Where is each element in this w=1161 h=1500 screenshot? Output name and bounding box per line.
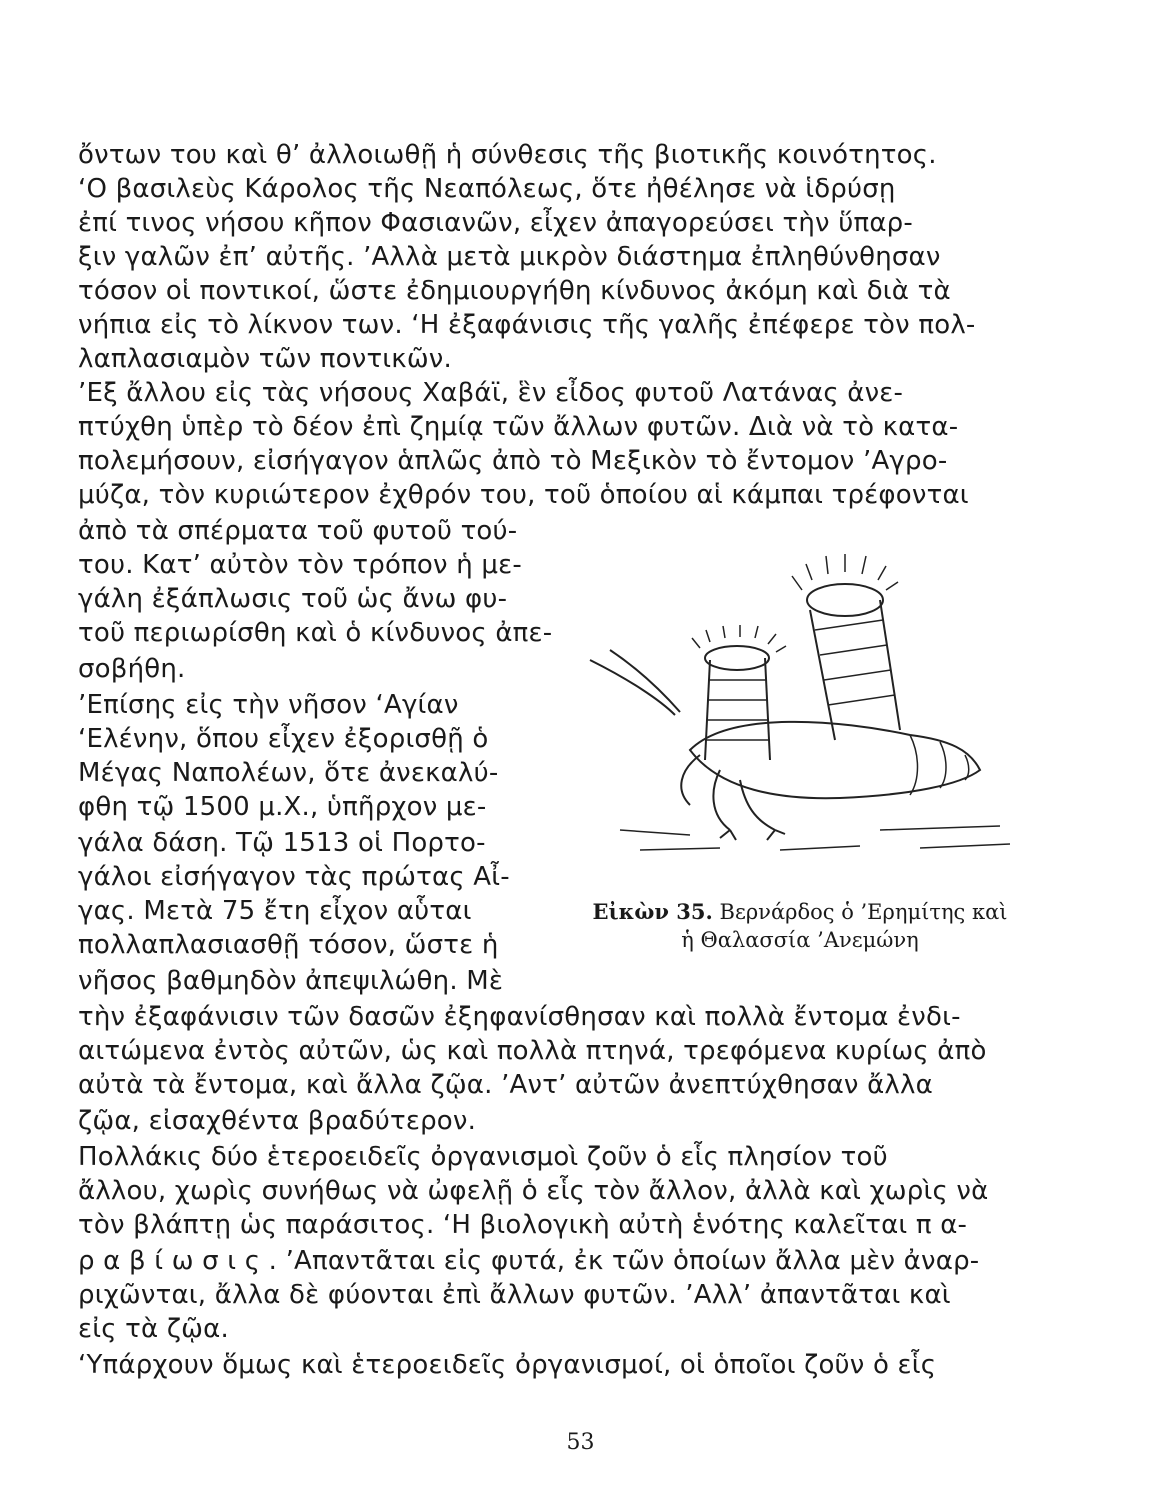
text-line: νῆσος βαθμηδὸν ἀπεψιλώθη. Μὲ [78,966,504,996]
text-line: ’Επίσης εἰς τὴν νῆσον ‘Αγίαν [78,690,459,720]
text-line: ‘Ελένην, ὅπου εἶχεν ἐξορισθῇ ὁ [78,724,489,754]
text-line: τοῦ περιωρίσθη καὶ ὁ κίνδυνος ἀπε- [78,618,553,648]
text-line: τὴν ἐξαφάνισιν τῶν δασῶν ἐξηφανίσθησαν καὶ πολλὰ ἔντομα ἐνδι- [78,1002,961,1032]
text-line: ὄντων του καὶ θ’ ἀλλοιωθῇ ἡ σύνθεσις τῆς βιοτικῆς κοινότητος. [78,140,937,170]
hermit-crab-anemone-illustration [580,530,1020,880]
text-line: ‘Υπάρχουν ὅμως καὶ ἑτεροειδεῖς ὀργανισμοί, οἱ ὁποῖοι ζοῦν ὁ εἷς [78,1350,937,1380]
page-number: 53 [566,1430,595,1455]
text-line: τόσον οἱ ποντικοί, ὥστε ἐδημιουργήθη κίνδυνος ἀκόμη καὶ διὰ τὰ [78,276,951,306]
text-line: ρ α β ί ω σ ι ς . ’Απαντᾶται εἰς φυτά, ἐκ τῶν ὁποίων ἄλλα μὲν ἀναρ- [78,1246,980,1276]
caption-line-1: Βερνάρδος ὁ ’Ερημίτης καὶ [719,900,1008,924]
text-line: φθη τῷ 1500 μ.Χ., ὑπῆρχον με- [78,792,487,822]
text-line: γάλοι εἰσήγαγον τὰς πρώτας Αἶ- [78,862,510,892]
figure-label: Εἰκὼν 35. [592,899,713,924]
text-line: ‘Ο βασιλεὺς Κάρολος τῆς Νεαπόλεως, ὅτε ἠθέλησε νὰ ἱδρύσῃ [78,174,896,204]
text-line: γάλα δάση. Τῷ 1513 οἱ Πορτο- [78,828,486,858]
text-line: νήπια εἰς τὸ λίκνον των. ‘Η ἐξαφάνισις τῆς γαλῆς ἐπέφερε τὸν πολ- [78,310,976,340]
text-line: πολλαπλασιασθῇ τόσον, ὥστε ἡ [78,930,499,960]
text-line: εἰς τὰ ζῷα. [78,1314,229,1344]
text-line: ριχῶνται, ἄλλα δὲ φύονται ἐπὶ ἄλλων φυτῶν. ’Αλλ’ ἀπαντᾶται καὶ [78,1280,951,1310]
text-line: σοβήθη. [78,654,186,684]
text-line: ἐπί τινος νήσου κῆπον Φασιανῶν, εἶχεν ἀπαγορεύσει τὴν ὕπαρ- [78,208,913,238]
text-line: ἀπὸ τὰ σπέρματα τοῦ φυτοῦ τού- [78,516,518,546]
text-line: αιτώμενα ἐντὸς αὐτῶν, ὡς καὶ πολλὰ πτηνά, τρεφόμενα κυρίως ἀπὸ [78,1036,987,1066]
text-line: ζῷα, εἰσαχθέντα βραδύτερον. [78,1106,477,1136]
text-line: πτύχθη ὑπὲρ τὸ δέον ἐπὶ ζημίᾳ τῶν ἄλλων φυτῶν. Διὰ νὰ τὸ κατα- [78,412,959,442]
text-line: ξιν γαλῶν ἐπ’ αὐτῆς. ’Αλλὰ μετὰ μικρὸν διάστημα ἐπληθύνθησαν [78,242,941,272]
text-line: ’Εξ ἄλλου εἰς τὰς νήσους Χαβάϊ, ἓν εἶδος φυτοῦ Λατάνας ἀνε- [78,378,904,408]
text-line: μύζα, τὸν κυριώτερον ἐχθρόν του, τοῦ ὁποίου αἱ κάμπαι τρέφονται [78,480,969,510]
text-line: Μέγας Ναπολέων, ὅτε ἀνεκαλύ- [78,758,499,788]
text-line: τὸν βλάπτῃ ὡς παράσιτος. ‘Η βιολογικὴ αὐτὴ ἑνότης καλεῖται π α- [78,1210,968,1240]
text-line: αὐτὰ τὰ ἔντομα, καὶ ἄλλα ζῷα. ’Αντ’ αὐτῶν ἀνεπτύχθησαν ἄλλα [78,1070,933,1100]
text-line: γάλη ἐξάπλωσις τοῦ ὡς ἄνω φυ- [78,584,508,614]
text-line: ἄλλου, χωρὶς συνήθως νὰ ὠφελῇ ὁ εἷς τὸν ἄλλον, ἀλλὰ καὶ χωρὶς νὰ [78,1176,989,1206]
text-line: Πολλάκις δύο ἑτεροειδεῖς ὀργανισμοὶ ζοῦν ὁ εἷς πλησίον τοῦ [78,1142,888,1172]
text-line: γας. Μετὰ 75 ἔτη εἶχον αὗται [78,896,472,926]
caption-line-2: ἡ Θαλασσία ’Ανεμώνη [681,928,919,952]
text-line: του. Κατ’ αὐτὸν τὸν τρόπον ἡ με- [78,550,522,580]
text-line: λαπλασιαμὸν τῶν ποντικῶν. [78,344,452,374]
text-line: πολεμήσουν, εἰσήγαγον ἁπλῶς ἀπὸ τὸ Μεξικὸν τὸ ἔντομον ’Αγρο- [78,446,948,476]
illustration-drawing [580,530,1020,880]
figure-caption [580,898,1020,954]
